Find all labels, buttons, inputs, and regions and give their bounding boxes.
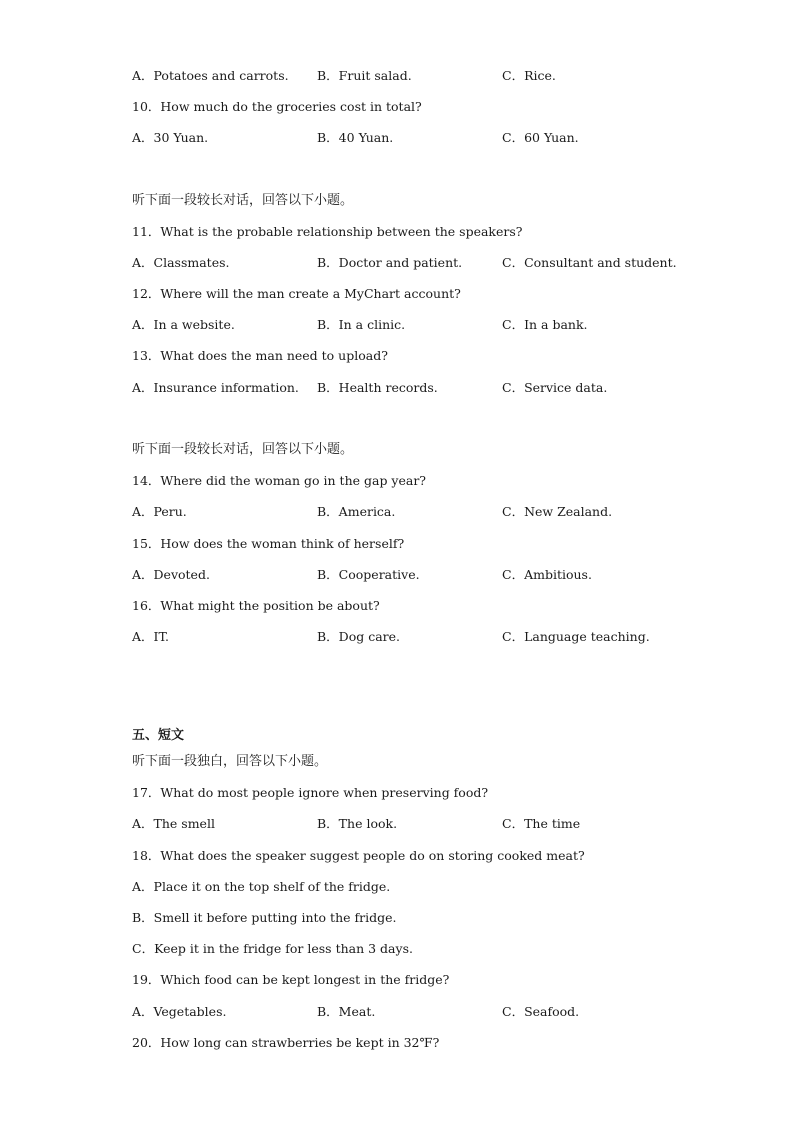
q9-option-b: B．Fruit salad.	[317, 68, 412, 83]
q16-question: 16．What might the position be about?	[132, 598, 380, 613]
q19-option-a: A．Vegetables.	[132, 1004, 227, 1019]
q11-option-a: A．Classmates.	[132, 255, 230, 270]
q15-option-a: A．Devoted.	[132, 567, 210, 582]
q11-option-b: B．Doctor and patient.	[317, 255, 463, 270]
q10-options	[132, 130, 732, 146]
q13-question: 13．What does the man need to upload?	[132, 348, 388, 363]
q10-option-c: C．60 Yuan.	[502, 130, 579, 145]
q10-option-b: B．40 Yuan.	[317, 130, 394, 145]
instruction-dialogue-1: 听下面一段较长对话，回答以下小题。	[132, 193, 354, 208]
q13-options	[132, 380, 732, 396]
q15-options	[132, 567, 732, 583]
q17-options	[132, 816, 732, 832]
q9-option-c: C．Rice.	[502, 68, 556, 83]
q12-option-c: C．In a bank.	[502, 317, 588, 332]
q19-option-c: C．Seafood.	[502, 1004, 580, 1019]
instruction-monologue: 听下面一段独白，回答以下小题。	[132, 754, 328, 769]
q19-options	[132, 1004, 732, 1020]
section-five-title: 五、短文	[132, 728, 185, 743]
q15-option-c: C．Ambitious.	[502, 567, 592, 582]
q13-option-a: A．Insurance information.	[132, 380, 299, 395]
q20-question: 20．How long can strawberries be kept in 32℉?	[132, 1035, 440, 1050]
q16-option-c: C．Language teaching.	[502, 629, 650, 644]
instruction-dialogue-2: 听下面一段较长对话，回答以下小题。	[132, 442, 354, 457]
q12-options	[132, 317, 732, 333]
q12-option-b: B．In a clinic.	[317, 317, 406, 332]
q19-question: 19．Which food can be kept longest in the fridge?	[132, 972, 450, 987]
q18-option-b: B．Smell it before putting into the fridge.	[132, 910, 397, 925]
q17-option-c: C．The time	[502, 816, 581, 831]
q11-options	[132, 255, 732, 271]
q16-option-b: B．Dog care.	[317, 629, 401, 644]
q17-option-b: B．The look.	[317, 816, 398, 831]
q17-question: 17．What do most people ignore when preserving food?	[132, 785, 489, 800]
q14-options	[132, 504, 732, 520]
q18-option-c: C．Keep it in the fridge for less than 3 days.	[132, 941, 413, 956]
q18-question: 18．What does the speaker suggest people do on storing cooked meat?	[132, 848, 585, 863]
q14-option-a: A．Peru.	[132, 504, 187, 519]
q15-question: 15．How does the woman think of herself?	[132, 536, 405, 551]
q14-question: 14．Where did the woman go in the gap year?	[132, 473, 427, 488]
q9-options	[132, 68, 732, 84]
q14-option-c: C．New Zealand.	[502, 504, 613, 519]
q19-option-b: B．Meat.	[317, 1004, 376, 1019]
q12-option-a: A．In a website.	[132, 317, 235, 332]
q16-option-a: A．IT.	[132, 629, 169, 644]
q10-question: 10．How much do the groceries cost in total?	[132, 99, 422, 114]
q15-option-b: B．Cooperative.	[317, 567, 420, 582]
q11-question: 11．What is the probable relationship between the speakers?	[132, 224, 523, 239]
q10-option-a: A．30 Yuan.	[132, 130, 209, 145]
q9-option-a: A．Potatoes and carrots.	[132, 68, 289, 83]
q13-option-c: C．Service data.	[502, 380, 608, 395]
q14-option-b: B．America.	[317, 504, 396, 519]
q16-options	[132, 629, 732, 645]
q17-option-a: A．The smell	[132, 816, 215, 831]
q13-option-b: B．Health records.	[317, 380, 438, 395]
q12-question: 12．Where will the man create a MyChart account?	[132, 286, 461, 301]
q11-option-c: C．Consultant and student.	[502, 255, 677, 270]
q18-option-a: A．Place it on the top shelf of the fridge.	[132, 879, 391, 894]
